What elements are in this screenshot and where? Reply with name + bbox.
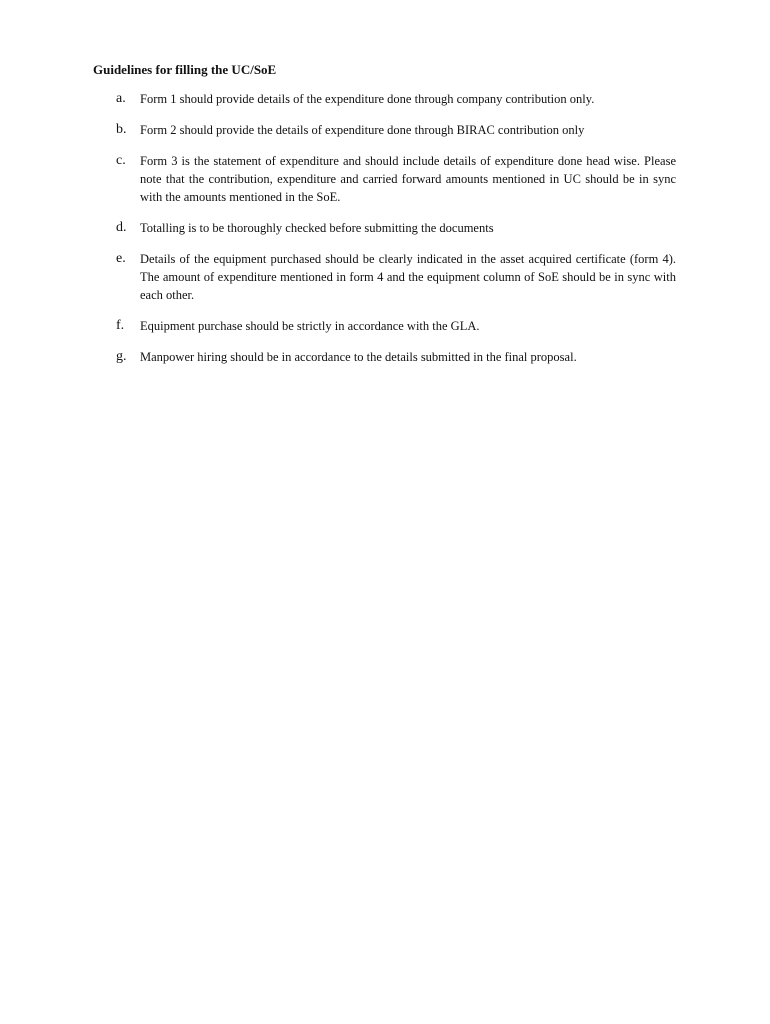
- list-item-text: Equipment purchase should be strictly in accordance with the GLA.: [140, 319, 480, 333]
- guidelines-heading: Guidelines for filling the UC/SoE: [93, 62, 277, 77]
- list-item-text: Form 3 is the statement of expenditure and should include details of expenditure done head wise. Please note that the contribution, expenditure and carried forward amounts mentioned in UC should be in sync with the amounts mentioned in the SoE.: [140, 154, 676, 204]
- list-item-text: Totalling is to be thoroughly checked before submitting the documents: [140, 221, 494, 235]
- list-marker: f.: [116, 318, 125, 333]
- list-item: [0, 219, 770, 237]
- list-marker: a.: [116, 91, 126, 106]
- list-item: [0, 152, 770, 206]
- list-item-text: Manpower hiring should be in accordance to the details submitted in the final proposal.: [140, 350, 577, 364]
- list-item: [0, 317, 770, 335]
- list-item-text: Form 1 should provide details of the expenditure done through company contribution only.: [140, 92, 595, 106]
- list-item: [0, 250, 770, 304]
- list-marker: e.: [116, 251, 126, 266]
- list-marker: b.: [116, 122, 127, 137]
- list-marker: c.: [116, 153, 126, 168]
- list-item-text: Details of the equipment purchased should be clearly indicated in the asset acquired certificate (form 4). The amount of expenditure mentioned in form 4 and the equipment column of SoE should be in sync with each other.: [140, 252, 676, 302]
- list-item: [0, 348, 770, 366]
- list-marker: g.: [116, 349, 127, 364]
- guidelines-list: [0, 90, 770, 379]
- list-item: [0, 90, 770, 108]
- list-marker: d.: [116, 220, 127, 235]
- list-item: [0, 121, 770, 139]
- list-item-text: Form 2 should provide the details of expenditure done through BIRAC contribution only: [140, 123, 585, 137]
